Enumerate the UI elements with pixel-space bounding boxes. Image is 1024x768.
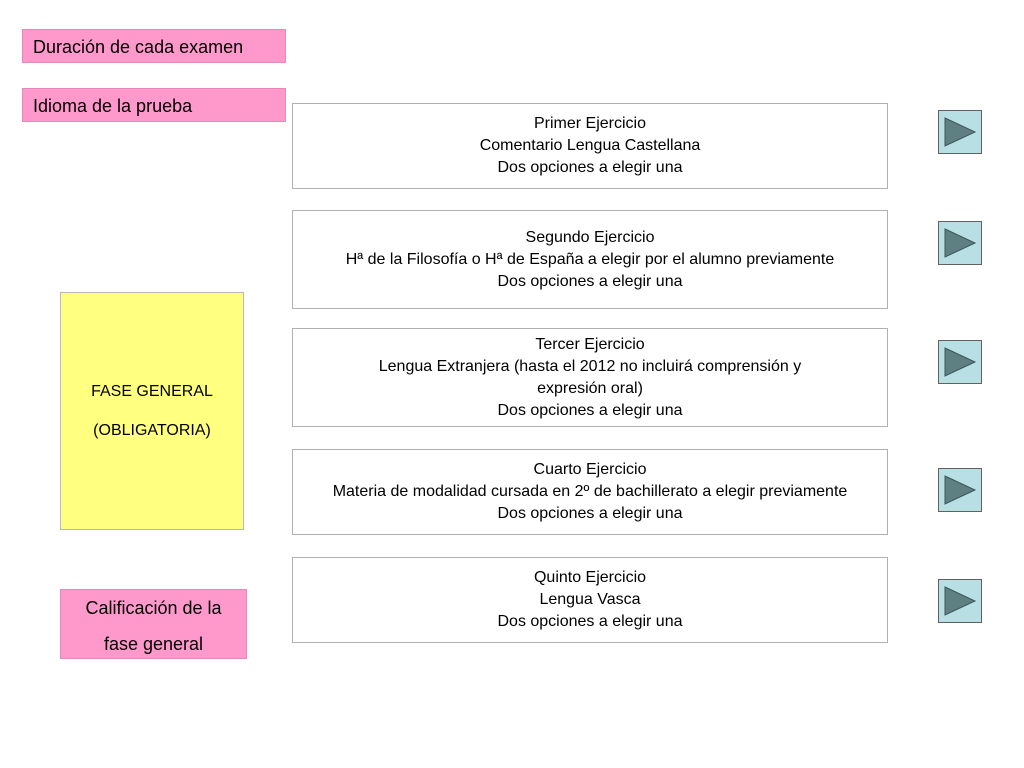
- duracion-label: Duración de cada examen: [33, 37, 244, 57]
- fase-title: FASE GENERAL: [91, 382, 213, 400]
- ejercicio-box-5: [292, 557, 888, 643]
- ejercicio-options: Dos opciones a elegir una: [497, 401, 683, 419]
- play-arrow-icon: [939, 580, 981, 622]
- ejercicio-title: Segundo Ejercicio: [525, 228, 655, 246]
- calificacion-line1: Calificación de la: [85, 598, 222, 618]
- idioma-link[interactable]: [22, 88, 286, 122]
- fase-general-box: [60, 292, 244, 530]
- play-arrow-icon: [939, 111, 981, 153]
- nav-button-1[interactable]: [938, 110, 982, 154]
- ejercicio-desc: Hª de la Filosofía o Hª de España a elegir por el alumno previamente: [345, 250, 835, 268]
- nav-button-5[interactable]: [938, 579, 982, 623]
- ejercicio-title: Quinto Ejercicio: [533, 569, 647, 586]
- ejercicio-options: Dos opciones a elegir una: [497, 505, 683, 522]
- ejercicio-desc: Materia de modalidad cursada en 2º de bachillerato a elegir previamente: [332, 483, 848, 500]
- idioma-label: Idioma de la prueba: [33, 96, 193, 116]
- ejercicio-desc: Lengua Extranjera (hasta el 2012 no incluirá comprensión y expresión oral): [378, 357, 802, 397]
- play-arrow-icon: [939, 341, 981, 383]
- nav-button-4[interactable]: [938, 468, 982, 512]
- ejercicio-box-1: [292, 103, 888, 189]
- ejercicio-title: Cuarto Ejercicio: [533, 461, 647, 478]
- ejercicio-title: Primer Ejercicio: [533, 115, 646, 132]
- play-arrow-icon: [939, 469, 981, 511]
- ejercicio-options: Dos opciones a elegir una: [497, 272, 683, 290]
- calificacion-link[interactable]: [60, 589, 247, 659]
- ejercicio-box-2: [292, 210, 888, 309]
- ejercicio-box-3: [292, 328, 888, 427]
- play-arrow-icon: [939, 222, 981, 264]
- ejercicio-desc: Comentario Lengua Castellana: [479, 137, 701, 154]
- nav-button-3[interactable]: [938, 340, 982, 384]
- ejercicio-box-4: [292, 449, 888, 535]
- ejercicio-desc: Lengua Vasca: [539, 591, 641, 608]
- ejercicio-title: Tercer Ejercicio: [535, 335, 645, 353]
- calificacion-line2: fase general: [103, 634, 204, 654]
- nav-button-2[interactable]: [938, 221, 982, 265]
- fase-subtitle: (OBLIGATORIA): [93, 421, 211, 439]
- ejercicio-options: Dos opciones a elegir una: [497, 159, 683, 176]
- duracion-link[interactable]: [22, 29, 286, 63]
- ejercicio-options: Dos opciones a elegir una: [497, 613, 683, 630]
